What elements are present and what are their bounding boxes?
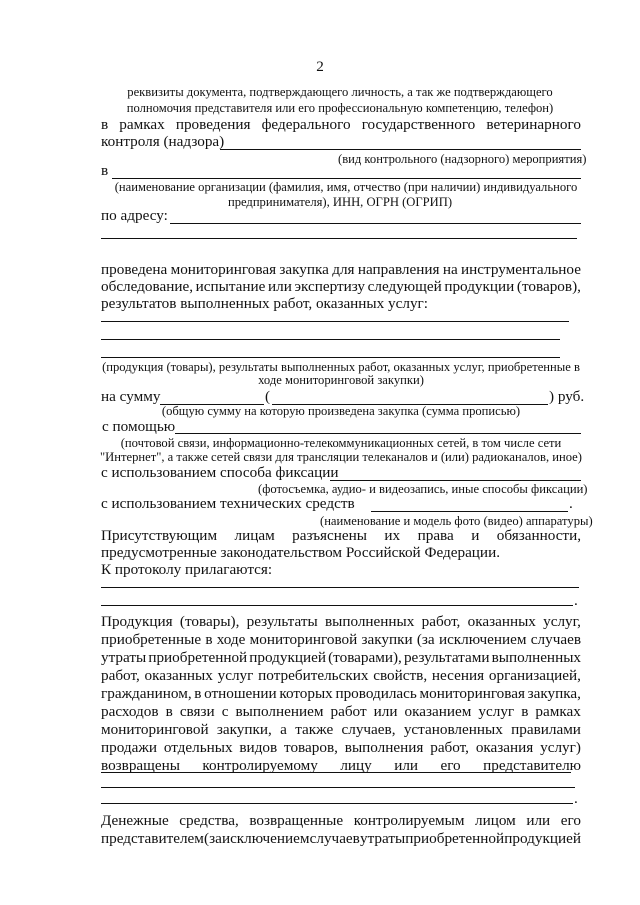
word: их — [384, 527, 401, 544]
return-line-9 — [101, 758, 581, 773]
returned-to-dot: . — [574, 790, 578, 807]
word: проводилась — [335, 685, 417, 702]
word: представителю — [483, 757, 581, 774]
word: (за — [416, 631, 435, 648]
word: или — [394, 757, 419, 774]
control-type-field[interactable] — [220, 149, 581, 150]
word: обязанности, — [496, 527, 581, 544]
return-line-1 — [101, 614, 581, 629]
means-caption-line-1: (почтовой связи, информационно-телекоммуникационных сетей, в том числе сети — [120, 436, 562, 450]
fixation-field[interactable] — [330, 480, 581, 481]
money-line-2 — [101, 831, 581, 846]
word: государственного — [361, 116, 476, 133]
word: федерального — [261, 116, 351, 133]
word: отношении — [204, 685, 277, 702]
word: услуг — [478, 703, 515, 720]
word: утраты — [101, 649, 147, 666]
word: видов — [239, 739, 278, 756]
organization-field[interactable] — [112, 178, 581, 179]
word: установленных — [403, 721, 503, 738]
word: организацией, — [488, 667, 581, 684]
return-line-8 — [101, 740, 581, 755]
word: оказанных — [144, 667, 213, 684]
fixation-label: с использованием способа фиксации — [101, 464, 339, 481]
money-line-1 — [101, 813, 581, 828]
return-line-5 — [101, 686, 581, 701]
top-caption-line-2: полномочия представителя или его профессиональную компетенцию, телефон) — [126, 101, 554, 115]
word: несения — [431, 667, 485, 684]
word: в — [165, 703, 173, 720]
word: экспертизу — [294, 278, 366, 295]
address-label: по адресу: — [101, 207, 168, 224]
word: продукцией — [249, 649, 326, 666]
word: которых — [279, 685, 333, 702]
word: или — [373, 703, 398, 720]
word: следующей — [367, 278, 442, 295]
word: Продукция — [101, 613, 173, 630]
products-field-line-1[interactable] — [101, 321, 569, 322]
word: также — [295, 721, 334, 738]
products-field-line-3[interactable] — [101, 357, 560, 358]
word: мониторинговой — [249, 631, 358, 648]
word: приобретенной — [148, 649, 248, 666]
word: представителем — [101, 830, 204, 847]
word: проведения — [175, 116, 251, 133]
top-caption-line-1: реквизиты документа, подтверждающего личность, а так же подтверждающего — [127, 85, 553, 99]
return-line-2 — [101, 632, 581, 647]
products-caption-line-2: ходе мониторинговой закупки) — [258, 373, 424, 387]
word: товаров, — [284, 739, 338, 756]
word: проведена — [101, 261, 168, 278]
sum-open-paren: ( — [265, 388, 271, 405]
returned-to-field-line-1[interactable] — [101, 772, 571, 773]
word: связи — [179, 703, 215, 720]
word: направления — [357, 261, 440, 278]
purchase-line-2 — [101, 279, 581, 294]
technical-field[interactable] — [371, 511, 568, 512]
attachments-label: К протоколу прилагаются: — [101, 561, 273, 578]
word: работ, — [101, 667, 140, 684]
returned-to-field-line-2[interactable] — [101, 787, 575, 788]
word: правилами — [511, 721, 581, 738]
word: продукции — [444, 278, 515, 295]
word: закупка — [279, 261, 329, 278]
technical-label: с использованием технических средств — [101, 495, 355, 512]
word: работ, — [421, 613, 461, 630]
word: (товаров), — [516, 278, 581, 295]
word: разъяснены — [292, 527, 367, 544]
word: контролируемым — [353, 812, 465, 829]
sum-suffix: ) руб. — [549, 388, 585, 405]
word: исключением — [438, 631, 527, 648]
word: контролируемому — [202, 757, 318, 774]
address-field-line-2[interactable] — [101, 238, 577, 239]
return-line-4 — [101, 668, 581, 683]
return-line-3 — [101, 650, 581, 665]
word: оказанием — [404, 703, 472, 720]
control-type-caption: (вид контрольного (надзорного) мероприятия) — [338, 152, 587, 166]
word: возвращенные — [249, 812, 344, 829]
word: мониторинговая — [170, 261, 277, 278]
word: гражданином, — [101, 685, 192, 702]
word: результаты — [246, 613, 318, 630]
word: услуг) — [540, 739, 581, 756]
purchase-line-3: результатов выполненных работ, оказанных услуг: — [101, 295, 428, 312]
word: возвращены — [101, 757, 180, 774]
word: (товарами), — [328, 649, 402, 666]
word: рамках — [535, 703, 581, 720]
rights-line-1 — [101, 528, 581, 543]
word: результатами — [403, 649, 490, 666]
returned-to-field-line-3[interactable] — [101, 803, 573, 804]
word: закупки, — [216, 721, 272, 738]
fixation-caption: (фотосъемка, аудио- и видеозапись, иные способы фиксации) — [258, 482, 588, 496]
attachments-field-line-1[interactable] — [101, 587, 579, 588]
means-label: с помощью — [102, 418, 176, 435]
page-number: 2 — [316, 58, 324, 75]
means-field[interactable] — [175, 433, 581, 434]
word: в — [205, 631, 213, 648]
word: услуг — [217, 667, 254, 684]
rights-line-2: предусмотренные законодательством Российской Федерации. — [101, 544, 500, 561]
word: выполненных — [491, 649, 581, 666]
word: или — [526, 812, 551, 829]
sum-caption: (общую сумму на которую произведена закупка (сумма прописью) — [161, 404, 521, 418]
word: закупка, — [527, 685, 581, 702]
word: работ — [330, 703, 367, 720]
word: расходов — [101, 703, 159, 720]
word: лицу — [340, 757, 372, 774]
word: приобретенной — [405, 830, 505, 847]
control-line-1 — [101, 117, 581, 132]
word: услуг, — [543, 613, 581, 630]
word: мониторинговая — [419, 685, 525, 702]
return-line-7 — [101, 722, 581, 737]
word: выполнения — [344, 739, 424, 756]
technical-caption: (наименование и модель фото (видео) аппаратуры) — [320, 514, 593, 528]
word: оказанных — [467, 613, 536, 630]
word: на — [442, 261, 458, 278]
word: случаев — [309, 830, 360, 847]
word: права — [417, 527, 454, 544]
word: случаев, — [341, 721, 396, 738]
word: продажи — [101, 739, 157, 756]
word: лицам — [234, 527, 275, 544]
organization-caption-line-1: (наименование организации (фамилия, имя, отчество (при наличии) индивидуального — [114, 180, 578, 194]
word: Присутствующим — [101, 527, 218, 544]
purchase-line-1 — [101, 262, 581, 277]
means-caption-line-2: "Интернет", а также сетей связи для трансляции телеканалов и (или) радиоканалов, иное) — [100, 450, 582, 464]
word: а — [280, 721, 287, 738]
word: потребительских — [258, 667, 369, 684]
word: ходе — [216, 631, 246, 648]
control-label: контроля (надзора) — [101, 133, 225, 150]
word: (за — [204, 830, 222, 847]
word: средства, — [179, 812, 239, 829]
word: в — [194, 685, 202, 702]
word: мониторинговой — [101, 721, 209, 738]
word: оказания — [475, 739, 534, 756]
word: ветеринарного — [486, 116, 581, 133]
word: исключением — [221, 830, 310, 847]
word: выполненных — [324, 613, 415, 630]
word: закупки — [361, 631, 413, 648]
organization-prefix: в — [101, 162, 109, 179]
attachments-dot: . — [574, 592, 578, 609]
word: его — [440, 757, 461, 774]
attachments-field-line-2[interactable] — [101, 605, 573, 606]
word: и — [471, 527, 480, 544]
word: или — [268, 278, 292, 295]
products-caption-line-1: (продукция (товары), результаты выполненных работ, оказанных услуг, приобретенные в — [102, 360, 580, 374]
word: свойств, — [373, 667, 428, 684]
word: продукцией — [504, 830, 581, 847]
word: в — [521, 703, 529, 720]
sum-label: на сумму — [101, 388, 161, 405]
products-field-line-2[interactable] — [101, 339, 560, 340]
word: рамках — [119, 116, 165, 133]
word: утраты — [359, 830, 406, 847]
word: обследование, — [101, 278, 194, 295]
address-field[interactable] — [170, 223, 581, 224]
technical-dot: . — [569, 495, 573, 512]
word: инструментальное — [461, 261, 581, 278]
word: испытание — [195, 278, 266, 295]
word: выполнением — [235, 703, 324, 720]
organization-caption-line-2: предпринимателя), ИНН, ОГРН (ОГРИП) — [227, 195, 453, 209]
word: лицом — [475, 812, 516, 829]
word: его — [560, 812, 581, 829]
word: Денежные — [101, 812, 169, 829]
return-line-6 — [101, 704, 581, 719]
word: работ, — [430, 739, 469, 756]
word: с — [221, 703, 229, 720]
word: отдельных — [163, 739, 233, 756]
word: случаев — [530, 631, 581, 648]
word: (товары), — [179, 613, 240, 630]
word: приобретенные — [101, 631, 202, 648]
word: для — [332, 261, 355, 278]
word: в — [101, 116, 109, 133]
